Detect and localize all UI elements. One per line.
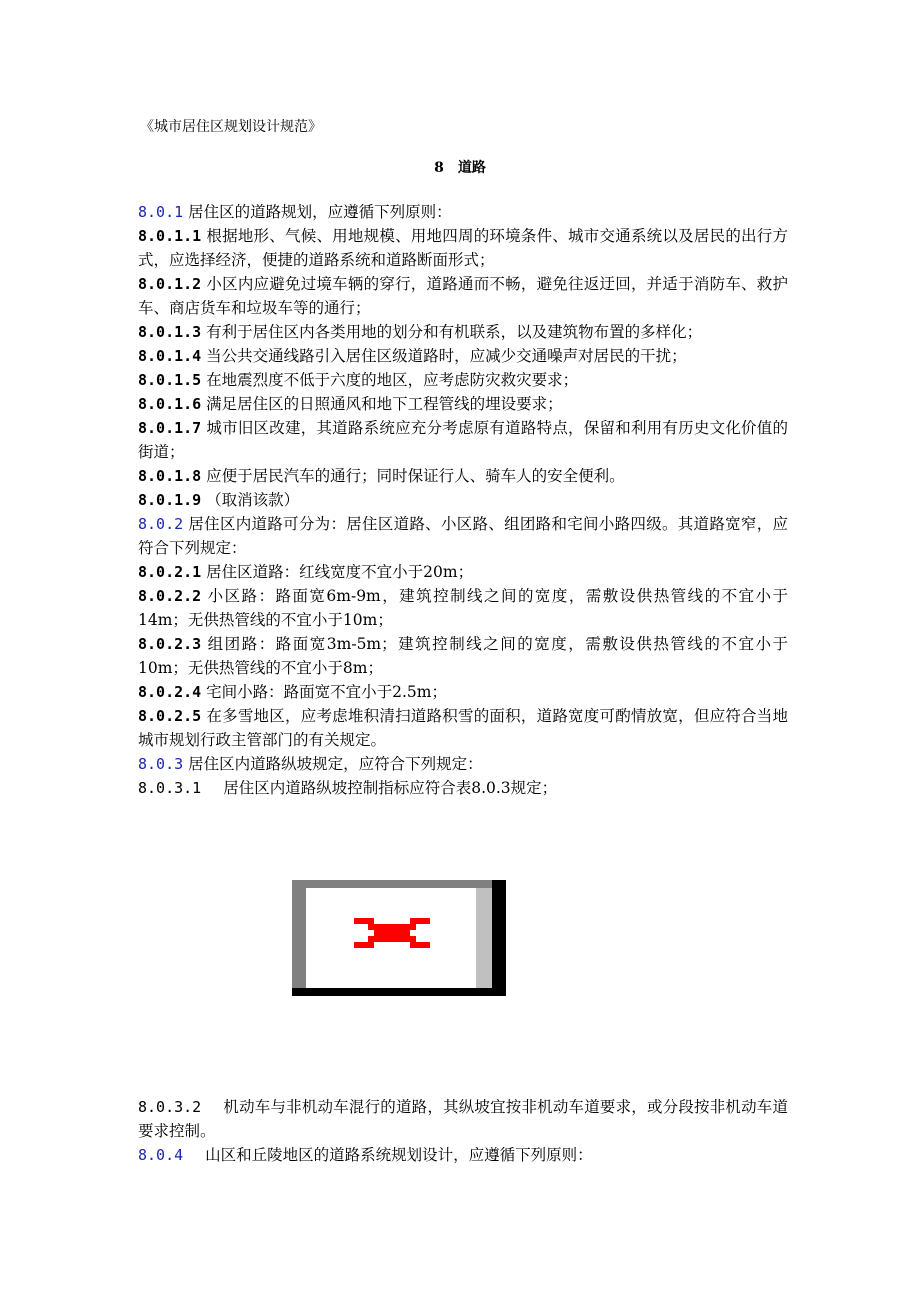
clause-paragraph	[138, 488, 788, 512]
clause-text: 机动车与非机动车混行的道路，其纵坡宜按非机动车道要求，或分段按非机动车道要求控制。	[138, 1098, 788, 1140]
clause-number: 8.0.2.4	[138, 683, 202, 701]
clause-paragraph	[138, 752, 788, 776]
clause-paragraph	[138, 776, 788, 800]
clause-number: 8.0.1	[138, 203, 184, 221]
clause-number: 8.0.1.4	[138, 347, 202, 365]
clause-number: 8.0.2	[138, 515, 184, 533]
clause-number: 8.0.1.5	[138, 371, 202, 389]
clause-number: 8.0.1.3	[138, 323, 202, 341]
clause-paragraph	[138, 464, 788, 488]
clause-text: 当公共交通线路引入居住区级道路时，应减少交通噪声对居民的干扰；	[201, 347, 687, 365]
clause-text: 根据地形、气候、用地规模、用地四周的环境条件、城市交通系统以及居民的出行方式，应选择经济，便捷的道路系统和道路断面形式；	[138, 227, 788, 269]
clause-text: 城市旧区改建，其道路系统应充分考虑原有道路特点，保留和利用有历史文化价值的街道；	[138, 419, 788, 461]
clause-number: 8.0.2.1	[138, 563, 202, 581]
clause-paragraph	[138, 560, 788, 584]
clause-text: 有利于居住区内各类用地的划分和有机联系，以及建筑物布置的多样化；	[201, 323, 703, 341]
clause-text: 山区和丘陵地区的道路系统规划设计，应遵循下列原则：	[205, 1146, 593, 1164]
clause-number: 8.0.2.2	[138, 587, 202, 605]
broken-image-placeholder	[292, 880, 506, 996]
clause-number: 8.0.4	[138, 1146, 184, 1164]
clause-text: 居住区内道路纵坡控制指标应符合表8.0.3规定；	[223, 779, 558, 797]
clause-number: 8.0.2.5	[138, 707, 202, 725]
clause-number: 8.0.3.2	[138, 1098, 202, 1116]
clause-paragraph	[138, 392, 788, 416]
clause-number: 8.0.2.3	[138, 635, 202, 653]
clause-number: 8.0.1.1	[138, 227, 202, 245]
clause-paragraph	[138, 320, 788, 344]
clause-text: 在地震烈度不低于六度的地区，应考虑防灾救灾要求；	[201, 371, 579, 389]
clause-paragraph	[138, 1143, 788, 1167]
clause-text: 居住区内道路可分为：居住区道路、小区路、组团路和宅间小路四级。其道路宽窄，应符合下列规定：	[138, 515, 788, 557]
clause-text: 宅间小路：路面宽不宜小于2.5m；	[201, 683, 447, 701]
clause-number: 8.0.1.7	[138, 419, 202, 437]
clause-paragraph	[138, 584, 788, 632]
clause-paragraph	[138, 1095, 788, 1143]
clause-text: 居住区的道路规划，应遵循下列原则：	[183, 203, 452, 221]
clause-number: 8.0.1.8	[138, 467, 202, 485]
clause-text: 应便于居民汽车的通行；同时保证行人、骑车人的安全便利。	[201, 467, 625, 485]
clause-text: 在多雪地区，应考虑堆积清扫道路积雪的面积，道路宽度可酌情放宽，但应符合当地城市规划行政主管部门的有关规定。	[138, 707, 788, 749]
document-title: 《城市居住区规划设计规范》	[140, 119, 322, 135]
clause-paragraph	[138, 416, 788, 464]
clause-number: 8.0.1.6	[138, 395, 202, 413]
broken-image-icon	[292, 880, 506, 996]
clause-text: 小区内应避免过境车辆的穿行，道路通而不畅，避免往返迂回，并适于消防车、救护车、商店货车和垃圾车等的通行；	[138, 275, 788, 317]
clause-paragraph	[138, 344, 788, 368]
clause-paragraph	[138, 368, 788, 392]
clause-text: 满足居住区的日照通风和地下工程管线的埋设要求；	[201, 395, 563, 413]
clause-number: 8.0.3.1	[138, 779, 202, 797]
clause-text: （取消该款）	[201, 491, 300, 509]
clause-paragraph	[138, 272, 788, 320]
document-body-continued	[138, 1095, 788, 1167]
clause-paragraph	[138, 704, 788, 752]
clause-number: 8.0.3	[138, 755, 184, 773]
clause-text: 居住区道路：红线宽度不宜小于20m；	[201, 563, 474, 581]
clause-text: 组团路：路面宽3m-5m；建筑控制线之间的宽度，需敷设供热管线的不宜小于10m；无供热管线的不宜小于8m；	[138, 635, 788, 677]
clause-number: 8.0.1.9	[138, 491, 202, 509]
document-body	[138, 200, 788, 800]
clause-paragraph	[138, 512, 788, 560]
clause-paragraph	[138, 632, 788, 680]
clause-text: 小区路：路面宽6m-9m，建筑控制线之间的宽度，需敷设供热管线的不宜小于14m；无供热管线的不宜小于10m；	[138, 587, 788, 629]
clause-paragraph	[138, 680, 788, 704]
clause-paragraph	[138, 200, 788, 224]
clause-text: 居住区内道路纵坡规定，应符合下列规定：	[183, 755, 483, 773]
section-title: 8 道路	[434, 160, 486, 176]
clause-number: 8.0.1.2	[138, 275, 202, 293]
clause-paragraph	[138, 224, 788, 272]
